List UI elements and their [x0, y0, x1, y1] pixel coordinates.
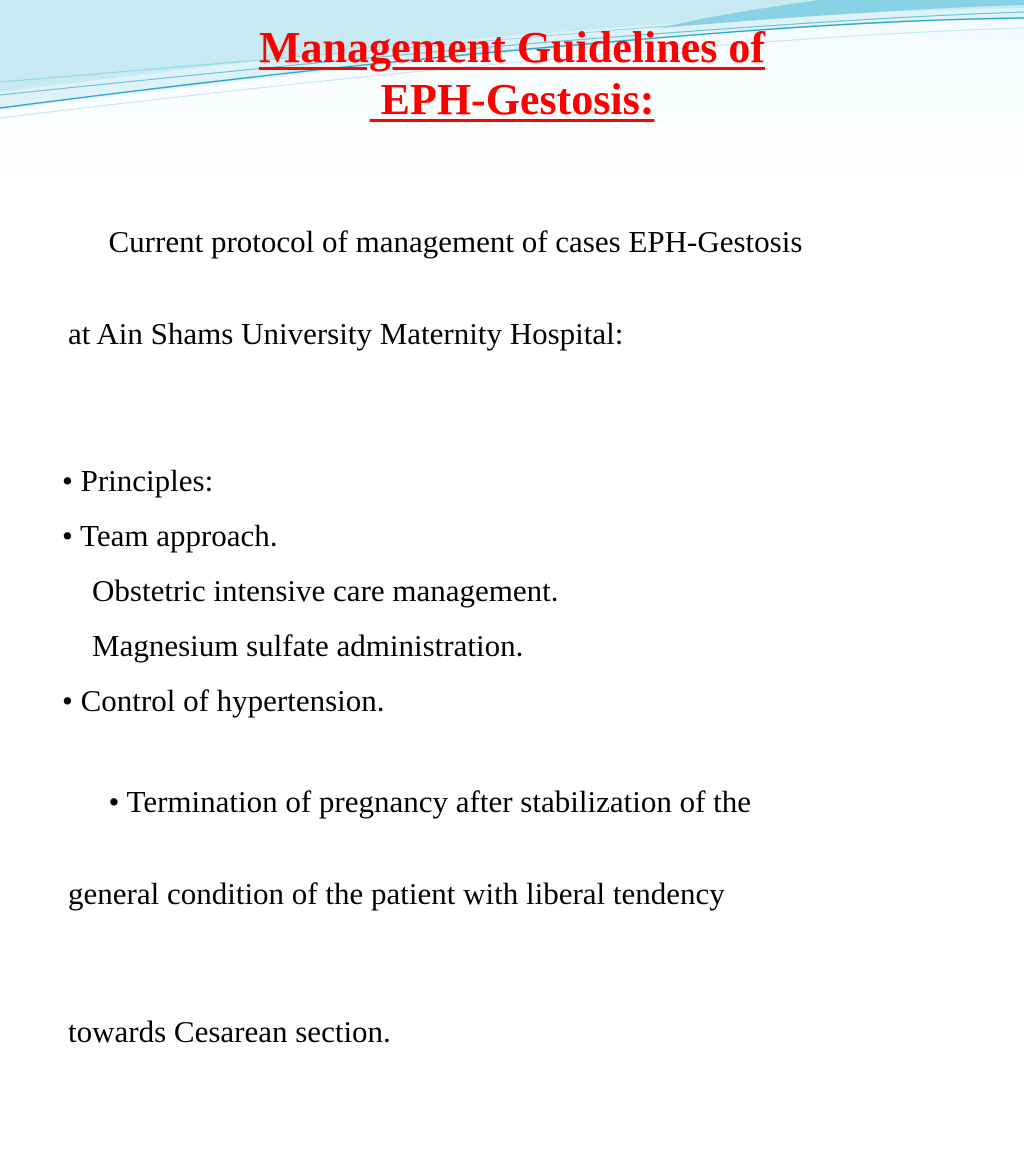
intro-paragraph	[62, 173, 982, 449]
title-line-1: Management Guidelines of	[259, 23, 765, 72]
termination-line-2: general condition of the patient with liberal tendency	[68, 876, 725, 911]
bullet-principles: • Principles:	[62, 463, 214, 498]
bullet-control-hypertension: • Control of hypertension.	[62, 683, 385, 718]
title-line-2: EPH-Gestosis:	[369, 75, 655, 124]
slide-body	[62, 173, 982, 1156]
intro-line-2: at Ain Shams University Maternity Hospital:	[68, 316, 624, 351]
slide-title	[0, 22, 1024, 126]
termination-line-1: • Termination of pregnancy after stabilization of the	[108, 784, 752, 819]
bullet-team-approach: • Team approach.	[62, 518, 278, 553]
termination-line-3: towards Cesarean section.	[68, 1014, 391, 1049]
intro-line-1: Current protocol of management of cases EPH-Gestosis	[108, 224, 803, 259]
subitem-magnesium-sulfate: Magnesium sulfate administration.	[92, 628, 524, 663]
subitem-obstetric-care: Obstetric intensive care management.	[92, 573, 559, 608]
bullet-termination-pregnancy	[62, 733, 982, 1147]
